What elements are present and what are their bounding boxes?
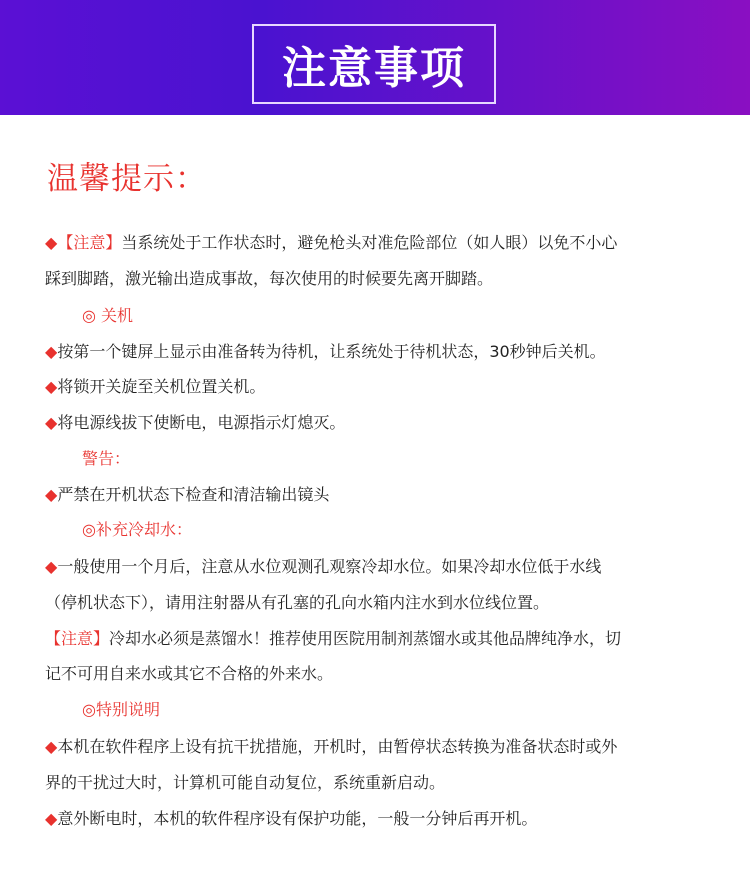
warning-text: 严禁在开机状态下检查和清洁输出镜头 [57, 485, 330, 504]
special-item-2 [45, 806, 537, 829]
coolant-note-line-2: 记不可用自来水或其它不合格的外来水。 [45, 664, 334, 683]
bullet-diamond-icon: ◆ [45, 342, 58, 361]
bullet-diamond-icon: ◆ [45, 413, 58, 432]
coolant-line-1 [45, 554, 601, 577]
banner-frame [252, 24, 496, 104]
notice-text-1: 当系统处于工作状态时，避免枪头对准危险部位（如人眼）以免不小心 [121, 233, 618, 252]
bullet-diamond-icon: ◆ [45, 557, 58, 576]
special-title: ◎特别说明 [82, 700, 160, 719]
coolant-note-text-1: 冷却水必须是蒸馏水！推荐使用医院用制剂蒸馏水或其他品牌纯净水，切 [109, 629, 622, 648]
notice-paragraph-line-2: 踩到脚踏，激光输出造成事故，每次使用的时候要先离开脚踏。 [45, 269, 494, 288]
shutdown-item [45, 410, 345, 433]
coolant-text-1: 一般使用一个月后，注意从水位观测孔观察冷却水位。如果冷却水位低于水线 [57, 557, 602, 576]
shutdown-item [45, 339, 606, 362]
bullet-diamond-icon: ◆ [45, 233, 58, 252]
coolant-title: ◎补充冷却水： [82, 520, 192, 539]
bullet-diamond-icon: ◆ [45, 737, 58, 756]
shutdown-title: ◎ 关机 [82, 306, 134, 325]
header-banner [0, 0, 750, 115]
special-item-1-line-2: 界的干扰过大时，计算机可能自动复位，系统重新启动。 [45, 773, 446, 792]
notice-paragraph-line-1 [45, 230, 617, 253]
bullet-diamond-icon: ◆ [45, 377, 58, 396]
banner-title: 注意事项 [282, 43, 466, 94]
bullet-diamond-icon: ◆ [45, 809, 58, 828]
notice-tag: 【注意】 [57, 233, 122, 252]
tips-heading: 温馨提示： [47, 161, 207, 197]
coolant-line-2: （停机状态下），请用注射器从有孔塞的孔向水箱内注水到水位线位置。 [45, 593, 550, 612]
shutdown-item-text: 将锁开关旋至关机位置关机。 [57, 377, 266, 396]
bullet-diamond-icon: ◆ [45, 485, 58, 504]
shutdown-item [45, 374, 265, 397]
shutdown-item-text: 将电源线拔下使断电，电源指示灯熄灭。 [57, 413, 346, 432]
warning-item [45, 482, 329, 505]
coolant-note-tag: 【注意】 [45, 629, 110, 648]
special-item-1-line-1 [45, 734, 617, 757]
special-text-1: 本机在软件程序上设有抗干扰措施，开机时，由暂停状态转换为准备状态时或外 [57, 737, 618, 756]
special-text-2: 意外断电时，本机的软件程序设有保护功能，一般一分钟后再开机。 [57, 809, 538, 828]
warning-title: 警告： [82, 449, 131, 468]
shutdown-item-text: 按第一个键屏上显示由准备转为待机，让系统处于待机状态，30秒钟后关机。 [57, 342, 606, 361]
coolant-note-line-1 [45, 626, 621, 649]
